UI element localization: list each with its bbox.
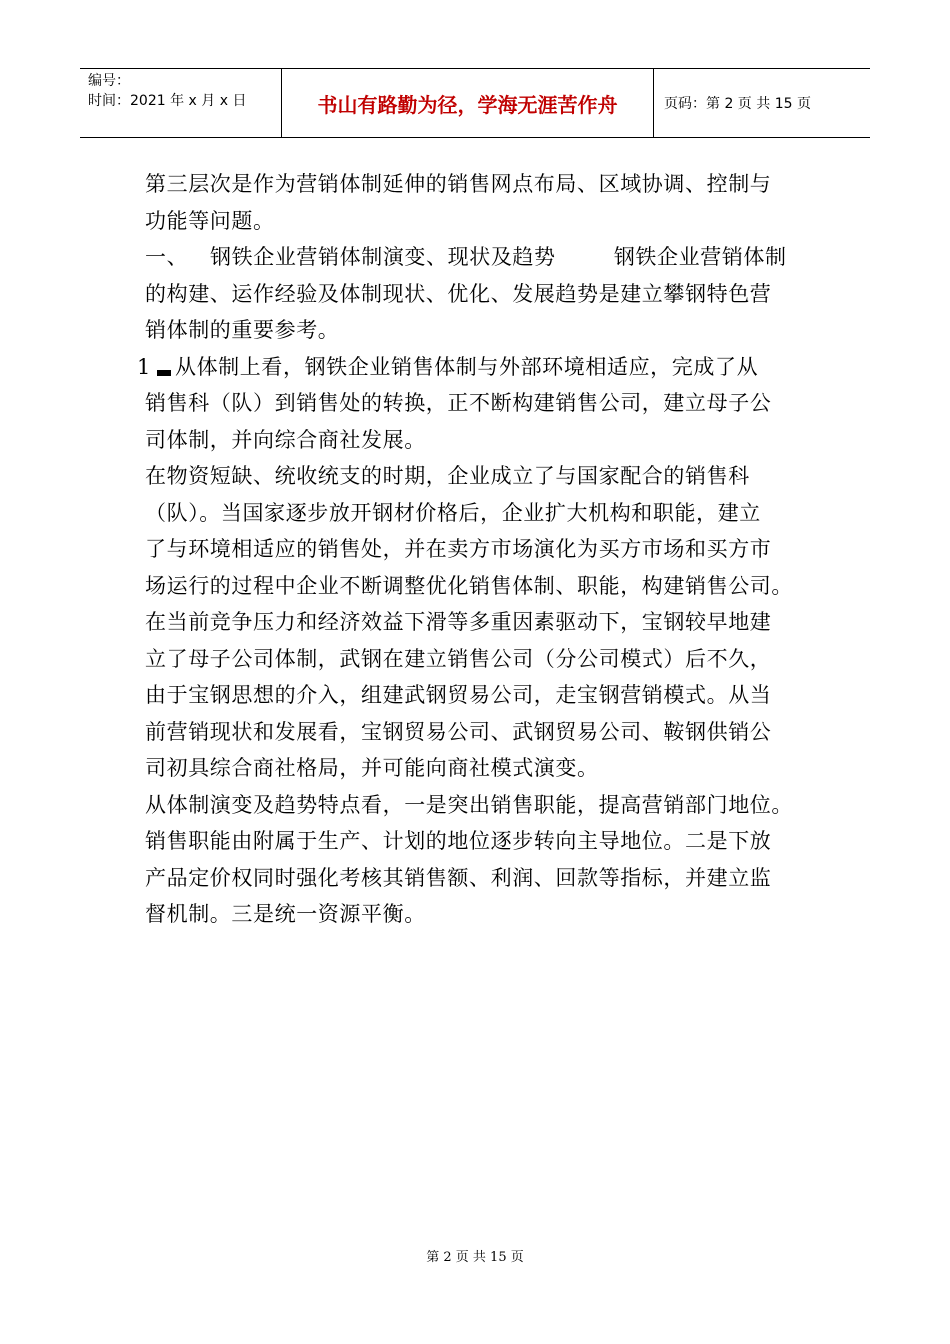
body-line: 从体制上看，钢铁企业销售体制与外部环境相适应，完成了从 — [174, 354, 759, 379]
body-line: 在当前竞争压力和经济效益下滑等多重因素驱动下，宝钢较早地建 — [145, 610, 772, 634]
body-line: 司体制，并向综合商社发展。 — [145, 427, 426, 452]
body-line: 的构建、运作经验及体制现状、优化、发展趋势是建立攀钢特色营 — [145, 281, 772, 306]
header-meta — [80, 69, 282, 137]
body-line: 督机制。三是统一资源平衡。 — [145, 902, 426, 926]
body-line: 销售科（队）到销售处的转换，正不断构建销售公司，建立母子公 — [145, 391, 772, 415]
body-line: 销体制的重要参考。 — [145, 318, 340, 342]
numbered-item — [137, 349, 817, 386]
body-line: 功能等问题。 — [145, 208, 275, 233]
body-line: 第三层次是作为营销体制延伸的销售网点布局、区域协调、控制与 — [145, 172, 772, 196]
section-heading: 一、 钢铁企业营销体制演变、现状及趋势 钢铁企业营销体制 — [145, 245, 787, 269]
body-line: 产品定价权同时强化考核其销售额、利润、回款等指标，并建立监 — [145, 865, 772, 890]
body-line: 场运行的过程中企业不断调整优化销售体制、职能，构建销售公司。 — [145, 573, 793, 598]
body-line: 从体制演变及趋势特点看，一是突出销售职能，提高营销部门地位。 — [145, 792, 793, 817]
body-line: 在物资短缺、统收统支的时期，企业成立了与国家配合的销售科 — [145, 464, 750, 488]
document-body — [137, 166, 817, 933]
body-line: 销售职能由附属于生产、计划的地位逐步转向主导地位。二是下放 — [145, 829, 772, 853]
body-line: 司初具综合商社格局，并可能向商社模式演变。 — [145, 756, 599, 780]
body-line: 由于宝钢思想的介入，组建武钢贸易公司，走宝钢营销模式。从当 — [145, 683, 772, 707]
time-label: 时间：2021 年 x 月 x 日 — [88, 93, 247, 109]
header-motto: 书山有路勤为径，学海无涯苦作舟 — [282, 69, 654, 137]
page-header — [80, 68, 870, 138]
number-label: 编号： — [88, 73, 130, 89]
page-footer: 第 2 页 共 15 页 — [426, 1250, 524, 1265]
body-line: （队）。当国家逐步放开钢材价格后，企业扩大机构和职能，建立 — [145, 500, 761, 525]
header-page-info: 页码：第 2 页 共 15 页 — [664, 96, 811, 112]
list-number: 1 — [137, 354, 151, 379]
list-marker — [157, 370, 171, 376]
body-line: 立了母子公司体制，武钢在建立销售公司（分公司模式）后不久， — [145, 646, 772, 671]
body-line: 前营销现状和发展看，宝钢贸易公司、武钢贸易公司、鞍钢供销公 — [145, 719, 772, 744]
body-line: 了与环境相适应的销售处，并在卖方市场演化为买方市场和买方市 — [145, 537, 772, 561]
